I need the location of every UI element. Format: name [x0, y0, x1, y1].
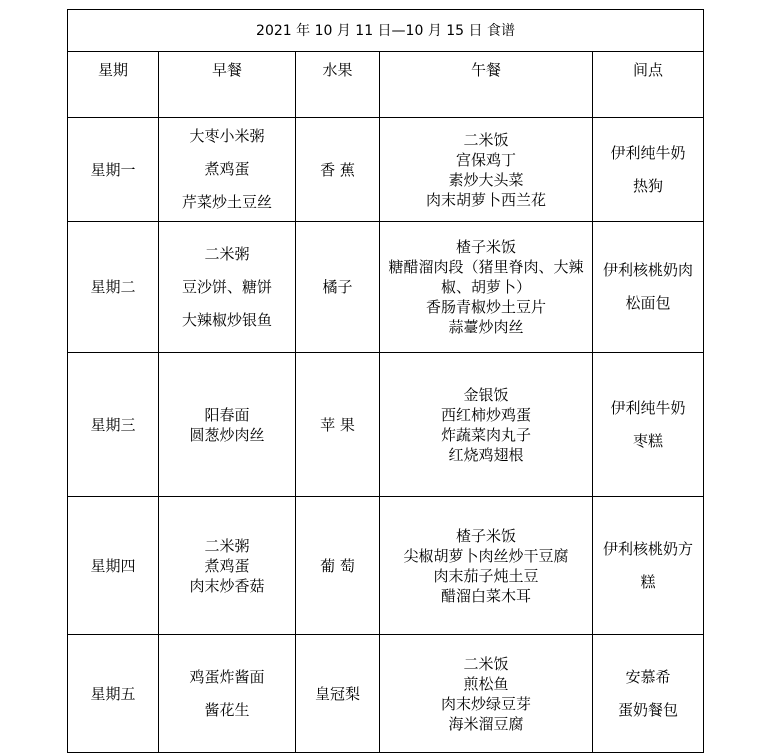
snack-item: 热狗 [633, 176, 664, 195]
weekday-cell: 星期五 [68, 635, 159, 753]
breakfast-cell [159, 497, 296, 635]
lunch-item: 二米饭 [463, 654, 509, 673]
snack-cell [593, 497, 704, 635]
snack-cell [593, 353, 704, 497]
lunch-cell [380, 635, 593, 753]
breakfast-item: 大辣椒炒银鱼 [181, 310, 272, 329]
header-weekday: 星期 [68, 52, 159, 118]
breakfast-cell [159, 353, 296, 497]
breakfast-item: 大枣小米粥 [189, 127, 265, 145]
breakfast-item: 二米粥 [204, 536, 250, 555]
lunch-item: 西红柿炒鸡蛋 [440, 405, 531, 424]
header-breakfast: 早餐 [159, 52, 296, 118]
breakfast-item: 芹菜炒土豆丝 [181, 193, 272, 211]
day-row-wednesday [68, 353, 704, 497]
lunch-item: 尖椒胡萝卜肉丝炒干豆腐 [403, 546, 569, 565]
breakfast-item: 鸡蛋炸酱面 [189, 667, 265, 686]
breakfast-item: 煮鸡蛋 [204, 556, 250, 575]
snack-item: 枣糕 [633, 431, 664, 450]
lunch-item: 炸蔬菜肉丸子 [440, 425, 531, 444]
breakfast-item: 煮鸡蛋 [204, 160, 250, 178]
header-row [68, 52, 704, 118]
lunch-item: 肉末胡萝卜西兰花 [425, 190, 546, 209]
snack-item: 伊利纯牛奶 [610, 143, 686, 162]
weekday-cell: 星期三 [68, 353, 159, 497]
lunch-item: 海米溜豆腐 [448, 714, 524, 733]
header-lunch: 午餐 [380, 52, 593, 118]
lunch-cell [380, 118, 593, 222]
lunch-cell [380, 353, 593, 497]
lunch-cell [380, 497, 593, 635]
breakfast-cell [159, 222, 296, 353]
menu-title: 2021 年 10 月 11 日—10 月 15 日 食谱 [68, 10, 704, 52]
lunch-item: 醋溜白菜木耳 [440, 586, 531, 605]
lunch-item: 金银饭 [463, 385, 509, 404]
breakfast-cell [159, 635, 296, 753]
snack-item: 伊利核桃奶方糕 [603, 539, 694, 591]
lunch-item: 素炒大头菜 [448, 170, 524, 189]
weekday-cell: 星期二 [68, 222, 159, 353]
lunch-item: 肉末炒绿豆芽 [440, 694, 531, 713]
breakfast-item: 肉末炒香菇 [189, 576, 265, 595]
lunch-item: 楂子米饭 [455, 526, 516, 545]
title-row [68, 10, 704, 52]
breakfast-item: 阳春面 [204, 405, 250, 424]
day-row-thursday [68, 497, 704, 635]
breakfast-item: 二米粥 [204, 244, 250, 263]
breakfast-cell [159, 118, 296, 222]
header-snack: 间点 [593, 52, 704, 118]
fruit-cell: 皇冠梨 [296, 635, 380, 753]
snack-cell [593, 222, 704, 353]
weekday-cell: 星期一 [68, 118, 159, 222]
snack-item: 伊利核桃奶肉松面包 [603, 261, 694, 312]
snack-item: 安慕希 [625, 667, 671, 686]
lunch-item: 楂子米饭 [455, 238, 516, 256]
day-row-tuesday [68, 222, 704, 353]
snack-item: 伊利纯牛奶 [610, 398, 686, 417]
menu-table [67, 9, 704, 753]
fruit-cell: 葡 萄 [296, 497, 380, 635]
snack-cell [593, 118, 704, 222]
snack-cell [593, 635, 704, 753]
breakfast-item: 圆葱炒肉丝 [189, 425, 265, 444]
lunch-item: 煎松鱼 [463, 674, 509, 693]
snack-item: 蛋奶餐包 [618, 700, 679, 719]
header-fruit: 水果 [296, 52, 380, 118]
fruit-cell: 橘子 [296, 222, 380, 353]
day-row-monday [68, 118, 704, 222]
breakfast-item: 酱花生 [204, 700, 250, 719]
lunch-item: 宫保鸡丁 [455, 150, 516, 169]
weekday-cell: 星期四 [68, 497, 159, 635]
lunch-item: 肉末茄子炖土豆 [433, 566, 539, 585]
lunch-item: 红烧鸡翅根 [448, 445, 524, 464]
fruit-cell: 苹 果 [296, 353, 380, 497]
lunch-item: 蒜薹炒肉丝 [448, 318, 524, 336]
lunch-item: 香肠青椒炒土豆片 [425, 298, 546, 316]
lunch-item: 二米饭 [463, 130, 509, 149]
lunch-cell [380, 222, 593, 353]
fruit-cell: 香 蕉 [296, 118, 380, 222]
day-row-friday [68, 635, 704, 753]
lunch-item: 糖醋溜肉段（猪里脊肉、大辣椒、胡萝卜） [388, 258, 584, 296]
breakfast-item: 豆沙饼、糖饼 [181, 277, 272, 296]
